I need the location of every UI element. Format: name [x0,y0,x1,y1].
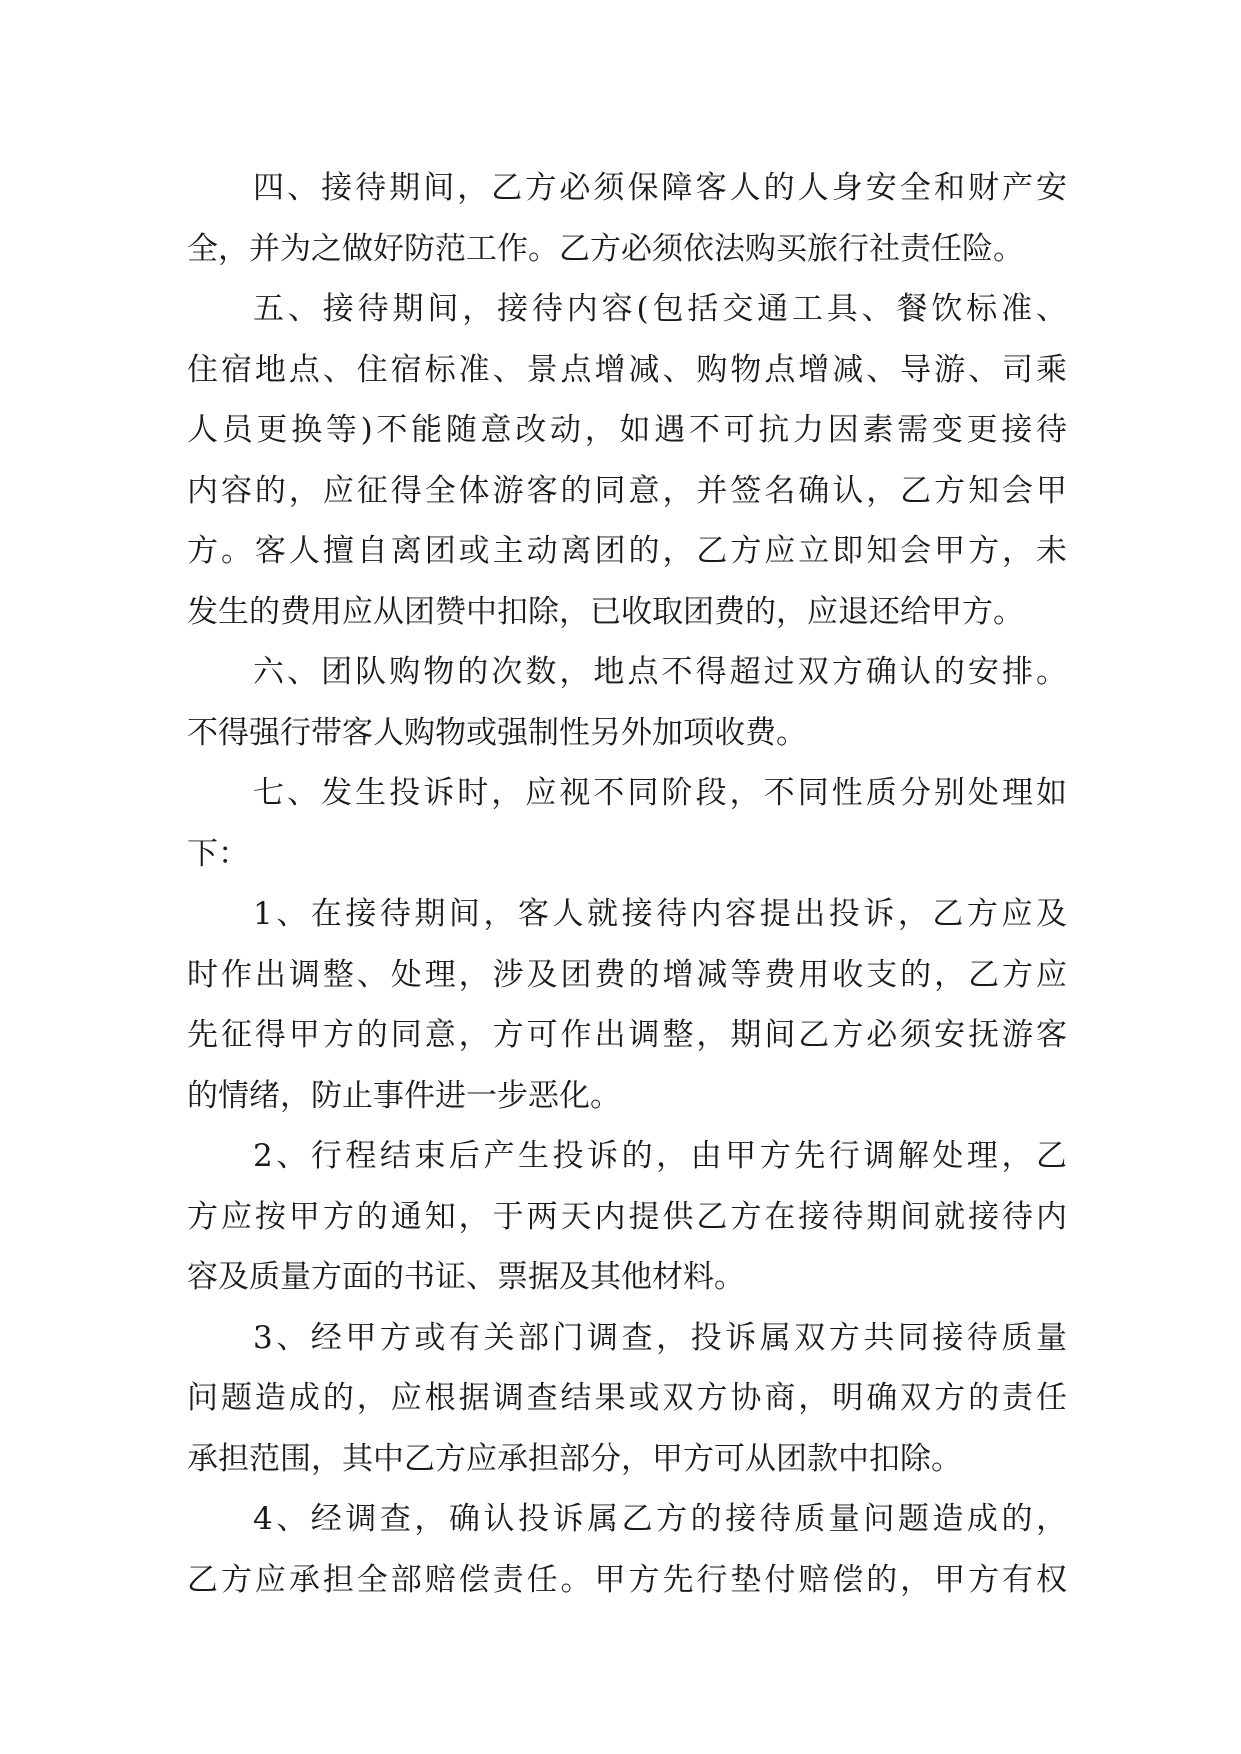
text-line: 1、在接待期间，客人就接待内容提出投诉，乙方应及 [253,896,1067,932]
text-line: 下： [187,835,249,872]
text-line: 七、发生投诉时，应视不同阶段，不同性质分别处理如 [253,775,1067,811]
text-line: 乙方应承担全部赔偿责任。甲方先行垫付赔偿的，甲方有权 [187,1561,1067,1598]
text-line: 的情绪，防止事件进一步恶化。 [187,1077,621,1114]
text-line: 容及质量方面的书证、票据及其他材料。 [187,1259,745,1295]
text-line: 方。客人擅自离团或主动离团的，乙方应立即知会甲方，未 [187,533,1067,569]
text-line: 承担范围，其中乙方应承担部分，甲方可从团款中扣除。 [187,1440,962,1477]
text-line: 住宿地点、住宿标准、景点增减、购物点增减、导游、司乘 [187,351,1067,388]
text-line: 2、行程结束后产生投诉的，由甲方先行调解处理，乙 [253,1138,1067,1174]
document-body [187,158,1067,1610]
text-line: 内容的，应征得全体游客的同意，并签名确认，乙方知会甲 [187,472,1067,509]
text-line: 人员更换等)不能随意改动，如遇不可抗力因素需变更接待 [187,412,1067,448]
text-line: 时作出调整、处理，涉及团费的增减等费用收支的，乙方应 [187,956,1067,993]
text-line: 四、接待期间，乙方必须保障客人的人身安全和财产安 [253,170,1067,206]
text-line: 全，并为之做好防范工作。乙方必须依法购买旅行社责任险。 [187,230,1024,267]
text-line: 先征得甲方的同意，方可作出调整，期间乙方必须安抚游客 [187,1017,1067,1053]
text-line: 3、经甲方或有关部门调查，投诉属双方共同接待质量 [253,1319,1067,1356]
text-line: 不得强行带客人购物或强制性另外加项收费。 [187,714,807,751]
text-line: 发生的费用应从团赞中扣除，已收取团费的，应退还给甲方。 [187,593,1024,630]
text-line: 问题造成的，应根据调查结果或双方协商，明确双方的责任 [187,1380,1067,1416]
text-line: 五、接待期间，接待内容(包括交通工具、餐饮标准、 [253,291,1067,327]
text-line: 4、经调查，确认投诉属乙方的接待质量问题造成的， [253,1501,1067,1537]
text-line: 方应按甲方的通知，于两天内提供乙方在接待期间就接待内 [187,1198,1067,1235]
text-line: 六、团队购物的次数，地点不得超过双方确认的安排。 [253,654,1067,690]
